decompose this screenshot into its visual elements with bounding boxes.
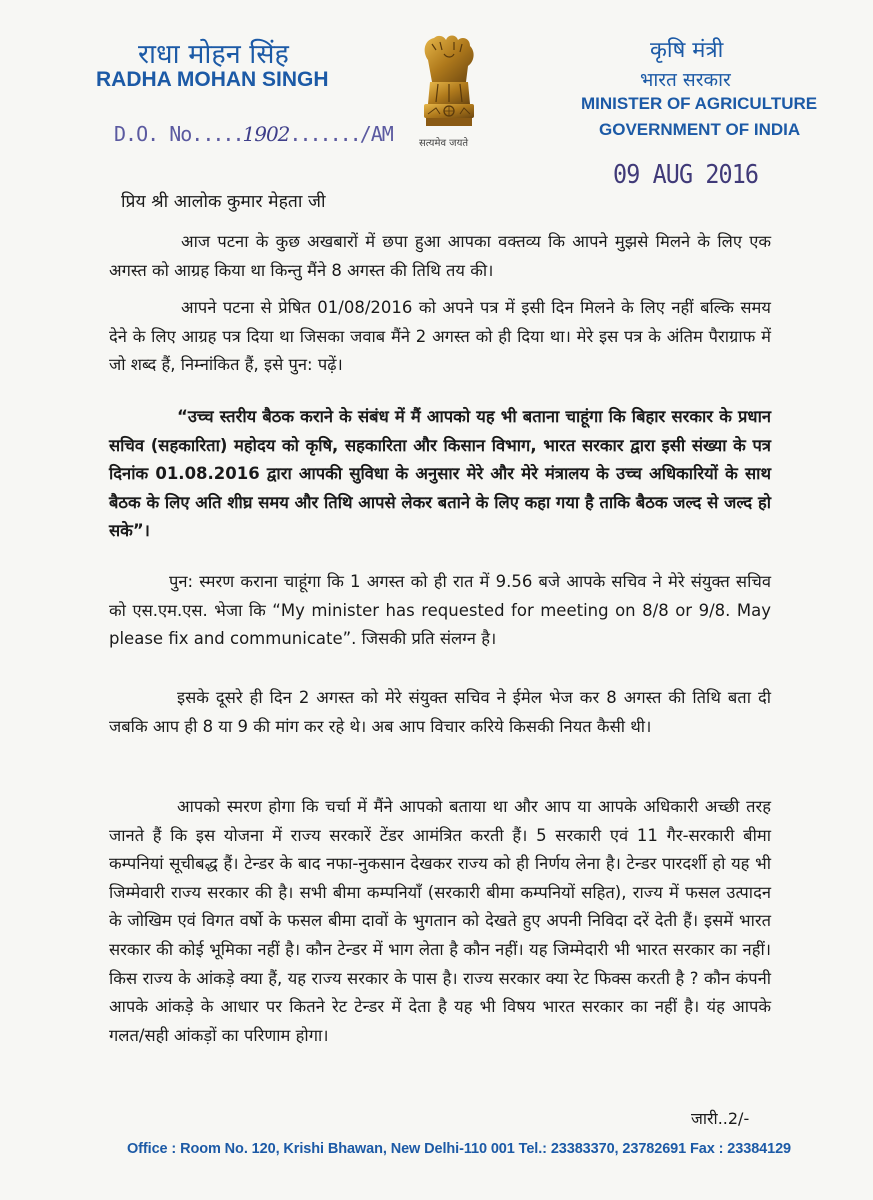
- paragraph-6: आपको स्मरण होगा कि चर्चा में मैंने आपको बताया था और आप या आपके अधिकारी अच्छी तरह जानते हैं कि इस योजना में राज्य सरकारें टेंडर आमंत्रित करती हैं। 5 सरकारी एवं 11 गैर-सरकारी बीमा कम्पनियां सूचीबद्ध हैं। टेन्डर के बाद नफा-नुकसान देखकर राज्य को ही निर्णय लेना है। टेन्डर पारदर्शी हो यह भी जिम्मेवारी राज्य सरकार की है। सभी बीमा कम्पनियाँ (सरकारी बीमा कम्पनियों सहित), राज्य में फसल उत्पादन के जोखिम एवं विगत वर्षो के फसल बीमा दावों के भुगतान को देखते हुए अपनी निविदा दरें देती हैं। इसमें भारत सरकार की कोई भूमिका नहीं है। कौन टेन्डर में भाग लेता है कौन नहीं। यह जिम्मेदारी भी भारत सरकार का नहीं। किस राज्य के आंकड़े क्या हैं, यह राज्य सरकार के पास है। राज्य सरकार क्या रेट फिक्स करती है ? कौन कंपनी आपके आंकड़े के आधार पर कितने रेट टेन्डर में देता है यह भी विषय भारत सरकार का नहीं है। यंह आपके गलत/सही आंकड़ों का परिणाम होगा।: [109, 797, 771, 1045]
- national-emblem-icon: [414, 30, 484, 148]
- date-stamp: 09 AUG 2016: [613, 160, 759, 190]
- minister-name-english: RADHA MOHAN SINGH: [96, 68, 329, 91]
- paragraph-2: आपने पटना से प्रेषित 01/08/2016 को अपने पत्र में इसी दिन मिलने के लिए नहीं बल्कि समय देने के लिए आग्रह पत्र दिया था जिसका जवाब मैंने 2 अगस्त को ही दिया था। मेरे इस पत्र के अंतिम पैराग्राफ में जो शब्द हैं, निम्नांकित हैं, इसे पुन: पढ़ें।: [109, 298, 771, 375]
- do-prefix: D.O. No.: [114, 122, 203, 146]
- do-dots-right: .......: [289, 122, 360, 146]
- do-suffix: /AM: [359, 122, 393, 146]
- minister-name-hindi: राधा मोहन सिंह: [138, 39, 289, 70]
- paragraph-5: इसके दूसरे ही दिन 2 अगस्त को मेरे संयुक्त सचिव ने ईमेल भेज कर 8 अगस्त की तिथि बता दी जबकि आप ही 8 या 9 की मांग कर रहे थे। अब आप विचार करिये किसकी नियत कैसी थी।: [109, 688, 771, 736]
- salutation: प्रिय श्री आलोक कुमार मेहता जी: [121, 192, 326, 212]
- do-number-line: [114, 122, 393, 146]
- ministry-title-english: MINISTER OF AGRICULTURE: [581, 94, 818, 113]
- continued-marker: जारी..2/-: [691, 1109, 750, 1128]
- government-title-english: GOVERNMENT OF INDIA: [599, 120, 801, 139]
- emblem-motto: सत्यमेव जयते: [419, 138, 469, 149]
- office-address-footer: Office : Room No. 120, Krishi Bhawan, New Delhi-110 001 Tel.: 23383370, 23782691 Fax : 23384129: [127, 1141, 792, 1157]
- do-dots-left: ....: [202, 122, 243, 146]
- ministry-title-hindi: कृषि मंत्री: [650, 38, 724, 63]
- quoted-paragraph: “उच्च स्तरीय बैठक कराने के संबंध में मैं आपको यह भी बताना चाहूंगा कि बिहार सरकार के प्रधान सचिव (सहकारिता) महोदय को कृषि, सहकारिता और किसान विभाग, भारत सरकार द्वारा इसी संख्या के पत्र दिनांक 01.08.2016 द्वारा आपकी सुविधा के अनुसार मेरे और मेरे मंत्रालय के उच्च अधिकारियों के साथ बैठक के लिए अति शीघ्र समय और तिथि आपसे लेकर बताने के लिए कहा गया है ताकि बैठक जल्द से जल्द हो सके”।: [109, 407, 771, 541]
- government-title-hindi: भारत सरकार: [640, 69, 731, 91]
- do-number: 1902: [242, 122, 290, 146]
- paragraph-1: आज पटना के कुछ अखबारों में छपा हुआ आपका वक्तव्य कि आपने मुझसे मिलने के लिए एक अगस्त को आग्रह किया था किन्तु मैंने 8 अगस्त की तिथि तय की।: [109, 232, 771, 280]
- paragraph-4: पुन: स्मरण कराना चाहूंगा कि 1 अगस्त को ही रात में 9.56 बजे आपके सचिव ने मेरे संयुक्त सचिव को एस.एम.एस. भेजा कि “My minister has requested for meeting on 8/8 or 9/8. May please fix and communicate”. जिसकी प्रति संलग्न है।: [109, 572, 771, 649]
